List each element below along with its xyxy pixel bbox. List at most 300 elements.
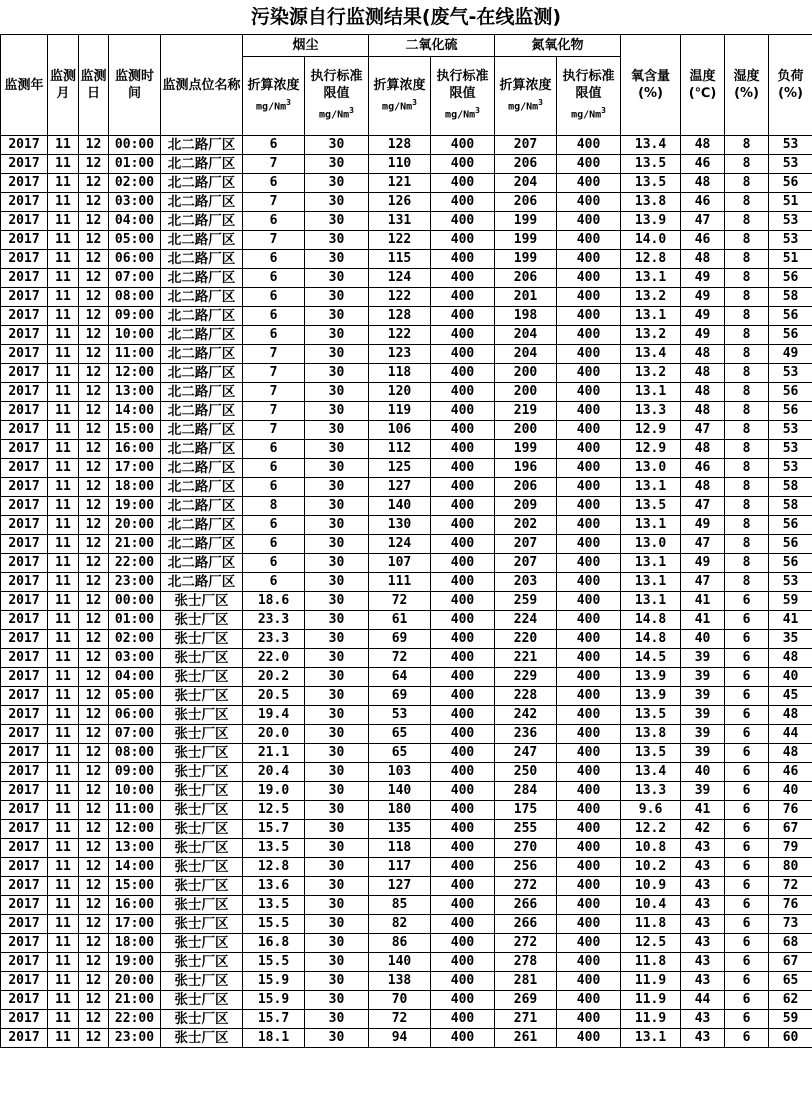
cell-hum: 6 bbox=[725, 611, 769, 630]
cell-smoke-lim: 30 bbox=[305, 554, 369, 573]
cell-temp: 49 bbox=[681, 288, 725, 307]
cell-temp: 46 bbox=[681, 193, 725, 212]
cell-site: 北二路厂区 bbox=[161, 231, 243, 250]
cell-hum: 8 bbox=[725, 307, 769, 326]
table-row bbox=[1, 250, 812, 269]
cell-month: 11 bbox=[48, 402, 79, 421]
cell-smoke-lim: 30 bbox=[305, 383, 369, 402]
cell-day: 12 bbox=[79, 269, 109, 288]
cell-year: 2017 bbox=[1, 782, 48, 801]
cell-so2-lim: 400 bbox=[431, 782, 495, 801]
cell-time: 12:00 bbox=[109, 364, 161, 383]
cell-hum: 8 bbox=[725, 383, 769, 402]
cell-so2-lim: 400 bbox=[431, 877, 495, 896]
cell-so2-lim: 400 bbox=[431, 440, 495, 459]
cell-nox-lim: 400 bbox=[557, 421, 621, 440]
cell-nox: 207 bbox=[495, 535, 557, 554]
cell-site: 张士厂区 bbox=[161, 668, 243, 687]
cell-o2: 13.8 bbox=[621, 725, 681, 744]
cell-o2: 11.9 bbox=[621, 1010, 681, 1029]
cell-month: 11 bbox=[48, 554, 79, 573]
cell-day: 12 bbox=[79, 459, 109, 478]
cell-temp: 48 bbox=[681, 345, 725, 364]
cell-so2: 127 bbox=[369, 478, 431, 497]
table-row bbox=[1, 782, 812, 801]
cell-smoke: 7 bbox=[243, 345, 305, 364]
cell-nox: 202 bbox=[495, 516, 557, 535]
cell-so2-lim: 400 bbox=[431, 801, 495, 820]
cell-so2: 72 bbox=[369, 1010, 431, 1029]
cell-day: 12 bbox=[79, 934, 109, 953]
cell-nox: 199 bbox=[495, 212, 557, 231]
cell-site: 北二路厂区 bbox=[161, 364, 243, 383]
cell-o2: 10.2 bbox=[621, 858, 681, 877]
table-row bbox=[1, 231, 812, 250]
cell-smoke: 7 bbox=[243, 231, 305, 250]
cell-smoke: 15.5 bbox=[243, 953, 305, 972]
cell-hum: 6 bbox=[725, 858, 769, 877]
cell-smoke: 23.3 bbox=[243, 630, 305, 649]
cell-smoke: 15.5 bbox=[243, 915, 305, 934]
cell-smoke: 15.7 bbox=[243, 1010, 305, 1029]
cell-o2: 13.8 bbox=[621, 193, 681, 212]
cell-so2-lim: 400 bbox=[431, 383, 495, 402]
cell-day: 12 bbox=[79, 497, 109, 516]
cell-month: 11 bbox=[48, 136, 79, 155]
cell-o2: 11.8 bbox=[621, 953, 681, 972]
cell-hum: 6 bbox=[725, 801, 769, 820]
cell-day: 12 bbox=[79, 383, 109, 402]
cell-time: 14:00 bbox=[109, 858, 161, 877]
cell-hum: 6 bbox=[725, 991, 769, 1010]
cell-o2: 13.4 bbox=[621, 763, 681, 782]
cell-smoke-lim: 30 bbox=[305, 421, 369, 440]
cell-o2: 12.2 bbox=[621, 820, 681, 839]
cell-nox: 199 bbox=[495, 250, 557, 269]
cell-day: 12 bbox=[79, 573, 109, 592]
cell-hum: 6 bbox=[725, 687, 769, 706]
cell-month: 11 bbox=[48, 972, 79, 991]
cell-year: 2017 bbox=[1, 136, 48, 155]
cell-smoke: 6 bbox=[243, 212, 305, 231]
header-nox-concentration bbox=[495, 57, 557, 136]
cell-load: 67 bbox=[769, 820, 812, 839]
cell-year: 2017 bbox=[1, 953, 48, 972]
header-humidity: 湿度(%) bbox=[725, 35, 769, 136]
cell-hum: 8 bbox=[725, 269, 769, 288]
cell-so2-lim: 400 bbox=[431, 516, 495, 535]
cell-so2: 61 bbox=[369, 611, 431, 630]
cell-load: 40 bbox=[769, 668, 812, 687]
cell-smoke-lim: 30 bbox=[305, 478, 369, 497]
cell-load: 51 bbox=[769, 250, 812, 269]
cell-site: 张士厂区 bbox=[161, 611, 243, 630]
cell-hum: 6 bbox=[725, 725, 769, 744]
cell-so2-lim: 400 bbox=[431, 174, 495, 193]
cell-so2-lim: 400 bbox=[431, 706, 495, 725]
cell-year: 2017 bbox=[1, 839, 48, 858]
cell-load: 48 bbox=[769, 649, 812, 668]
cell-time: 13:00 bbox=[109, 383, 161, 402]
cell-temp: 43 bbox=[681, 1010, 725, 1029]
cell-time: 12:00 bbox=[109, 820, 161, 839]
cell-time: 02:00 bbox=[109, 630, 161, 649]
cell-site: 张士厂区 bbox=[161, 839, 243, 858]
cell-year: 2017 bbox=[1, 497, 48, 516]
cell-site: 北二路厂区 bbox=[161, 326, 243, 345]
cell-time: 07:00 bbox=[109, 725, 161, 744]
cell-site: 张士厂区 bbox=[161, 1029, 243, 1048]
cell-o2: 13.2 bbox=[621, 288, 681, 307]
header-month: 监测月 bbox=[48, 35, 79, 136]
cell-nox-lim: 400 bbox=[557, 231, 621, 250]
cell-year: 2017 bbox=[1, 915, 48, 934]
cell-smoke-lim: 30 bbox=[305, 402, 369, 421]
cell-load: 53 bbox=[769, 440, 812, 459]
cell-month: 11 bbox=[48, 231, 79, 250]
cell-site: 张士厂区 bbox=[161, 687, 243, 706]
cell-so2-lim: 400 bbox=[431, 820, 495, 839]
cell-temp: 40 bbox=[681, 763, 725, 782]
cell-so2-lim: 400 bbox=[431, 345, 495, 364]
cell-smoke-lim: 30 bbox=[305, 592, 369, 611]
table-row bbox=[1, 345, 812, 364]
cell-nox: 204 bbox=[495, 326, 557, 345]
cell-load: 58 bbox=[769, 288, 812, 307]
cell-nox-lim: 400 bbox=[557, 744, 621, 763]
cell-time: 11:00 bbox=[109, 801, 161, 820]
table-row bbox=[1, 364, 812, 383]
cell-nox-lim: 400 bbox=[557, 592, 621, 611]
cell-site: 北二路厂区 bbox=[161, 535, 243, 554]
cell-o2: 14.5 bbox=[621, 649, 681, 668]
table-row bbox=[1, 896, 812, 915]
cell-time: 17:00 bbox=[109, 915, 161, 934]
cell-nox-lim: 400 bbox=[557, 307, 621, 326]
cell-site: 北二路厂区 bbox=[161, 269, 243, 288]
header-nox-limit bbox=[557, 57, 621, 136]
cell-hum: 8 bbox=[725, 402, 769, 421]
cell-so2-lim: 400 bbox=[431, 136, 495, 155]
cell-nox-lim: 400 bbox=[557, 535, 621, 554]
cell-hum: 6 bbox=[725, 896, 769, 915]
table-row bbox=[1, 801, 812, 820]
header-so2-concentration bbox=[369, 57, 431, 136]
cell-load: 56 bbox=[769, 554, 812, 573]
cell-smoke-lim: 30 bbox=[305, 839, 369, 858]
cell-load: 58 bbox=[769, 478, 812, 497]
cell-o2: 13.0 bbox=[621, 535, 681, 554]
cell-o2: 12.8 bbox=[621, 250, 681, 269]
table-row bbox=[1, 421, 812, 440]
cell-load: 56 bbox=[769, 307, 812, 326]
cell-month: 11 bbox=[48, 877, 79, 896]
cell-hum: 8 bbox=[725, 250, 769, 269]
cell-smoke-lim: 30 bbox=[305, 440, 369, 459]
cell-day: 12 bbox=[79, 592, 109, 611]
cell-site: 北二路厂区 bbox=[161, 250, 243, 269]
unit-text: mg/Nm bbox=[571, 109, 602, 121]
cell-temp: 47 bbox=[681, 212, 725, 231]
table-row bbox=[1, 972, 812, 991]
cell-year: 2017 bbox=[1, 554, 48, 573]
cell-nox-lim: 400 bbox=[557, 478, 621, 497]
cell-month: 11 bbox=[48, 326, 79, 345]
header-label: 执行标准限值 bbox=[436, 69, 489, 102]
cell-o2: 14.0 bbox=[621, 231, 681, 250]
cell-so2: 64 bbox=[369, 668, 431, 687]
cell-smoke-lim: 30 bbox=[305, 649, 369, 668]
cell-load: 56 bbox=[769, 174, 812, 193]
cell-site: 张士厂区 bbox=[161, 858, 243, 877]
cell-o2: 12.5 bbox=[621, 934, 681, 953]
cell-smoke-lim: 30 bbox=[305, 858, 369, 877]
cell-time: 19:00 bbox=[109, 953, 161, 972]
cell-load: 60 bbox=[769, 1029, 812, 1048]
cell-nox: 256 bbox=[495, 858, 557, 877]
cell-nox-lim: 400 bbox=[557, 839, 621, 858]
header-unit bbox=[431, 102, 494, 123]
cell-time: 19:00 bbox=[109, 497, 161, 516]
cell-so2-lim: 400 bbox=[431, 478, 495, 497]
cell-hum: 6 bbox=[725, 649, 769, 668]
table-row bbox=[1, 915, 812, 934]
cell-time: 13:00 bbox=[109, 839, 161, 858]
cell-nox-lim: 400 bbox=[557, 687, 621, 706]
cell-year: 2017 bbox=[1, 573, 48, 592]
cell-temp: 43 bbox=[681, 953, 725, 972]
cell-hum: 8 bbox=[725, 326, 769, 345]
cell-day: 12 bbox=[79, 706, 109, 725]
cell-site: 张士厂区 bbox=[161, 706, 243, 725]
cell-time: 16:00 bbox=[109, 440, 161, 459]
cell-day: 12 bbox=[79, 136, 109, 155]
cell-nox-lim: 400 bbox=[557, 383, 621, 402]
cell-year: 2017 bbox=[1, 307, 48, 326]
cell-smoke: 20.2 bbox=[243, 668, 305, 687]
cell-hum: 8 bbox=[725, 554, 769, 573]
cell-so2-lim: 400 bbox=[431, 839, 495, 858]
cell-nox-lim: 400 bbox=[557, 820, 621, 839]
cell-day: 12 bbox=[79, 953, 109, 972]
cell-smoke: 12.8 bbox=[243, 858, 305, 877]
cell-time: 09:00 bbox=[109, 763, 161, 782]
cell-nox: 196 bbox=[495, 459, 557, 478]
cell-day: 12 bbox=[79, 478, 109, 497]
cell-temp: 47 bbox=[681, 421, 725, 440]
cell-so2: 94 bbox=[369, 1029, 431, 1048]
cell-load: 46 bbox=[769, 763, 812, 782]
cell-hum: 6 bbox=[725, 782, 769, 801]
cell-so2: 117 bbox=[369, 858, 431, 877]
cell-nox: 206 bbox=[495, 155, 557, 174]
cell-smoke: 6 bbox=[243, 288, 305, 307]
cell-so2: 106 bbox=[369, 421, 431, 440]
cell-o2: 13.1 bbox=[621, 554, 681, 573]
cell-so2-lim: 400 bbox=[431, 307, 495, 326]
cell-load: 56 bbox=[769, 516, 812, 535]
cell-temp: 39 bbox=[681, 782, 725, 801]
cell-so2-lim: 400 bbox=[431, 630, 495, 649]
table-row bbox=[1, 630, 812, 649]
cell-smoke: 6 bbox=[243, 307, 305, 326]
cell-day: 12 bbox=[79, 440, 109, 459]
cell-day: 12 bbox=[79, 877, 109, 896]
cell-nox-lim: 400 bbox=[557, 288, 621, 307]
cell-so2-lim: 400 bbox=[431, 402, 495, 421]
cell-smoke: 6 bbox=[243, 554, 305, 573]
cell-time: 15:00 bbox=[109, 877, 161, 896]
cell-o2: 13.3 bbox=[621, 402, 681, 421]
cell-temp: 49 bbox=[681, 516, 725, 535]
cell-load: 58 bbox=[769, 497, 812, 516]
cell-year: 2017 bbox=[1, 440, 48, 459]
cell-site: 张士厂区 bbox=[161, 744, 243, 763]
cell-o2: 13.3 bbox=[621, 782, 681, 801]
header-label: 执行标准限值 bbox=[562, 69, 615, 102]
cell-day: 12 bbox=[79, 250, 109, 269]
cell-temp: 43 bbox=[681, 934, 725, 953]
cell-day: 12 bbox=[79, 820, 109, 839]
cell-smoke-lim: 30 bbox=[305, 877, 369, 896]
cell-smoke: 7 bbox=[243, 402, 305, 421]
cell-smoke-lim: 30 bbox=[305, 763, 369, 782]
cell-month: 11 bbox=[48, 934, 79, 953]
cell-site: 张士厂区 bbox=[161, 801, 243, 820]
cell-month: 11 bbox=[48, 364, 79, 383]
cell-year: 2017 bbox=[1, 459, 48, 478]
cell-o2: 13.4 bbox=[621, 345, 681, 364]
cell-year: 2017 bbox=[1, 668, 48, 687]
cell-nox-lim: 400 bbox=[557, 953, 621, 972]
cell-time: 09:00 bbox=[109, 307, 161, 326]
cell-load: 44 bbox=[769, 725, 812, 744]
cell-day: 12 bbox=[79, 421, 109, 440]
cell-so2: 65 bbox=[369, 725, 431, 744]
cell-year: 2017 bbox=[1, 896, 48, 915]
cell-smoke-lim: 30 bbox=[305, 782, 369, 801]
cell-so2: 65 bbox=[369, 744, 431, 763]
cell-site: 张士厂区 bbox=[161, 877, 243, 896]
cell-day: 12 bbox=[79, 744, 109, 763]
cell-day: 12 bbox=[79, 307, 109, 326]
cell-nox-lim: 400 bbox=[557, 706, 621, 725]
cell-day: 12 bbox=[79, 668, 109, 687]
cell-nox-lim: 400 bbox=[557, 516, 621, 535]
cell-so2: 126 bbox=[369, 193, 431, 212]
cell-month: 11 bbox=[48, 440, 79, 459]
cell-hum: 6 bbox=[725, 915, 769, 934]
cell-time: 03:00 bbox=[109, 193, 161, 212]
cell-smoke: 19.0 bbox=[243, 782, 305, 801]
cell-o2: 12.9 bbox=[621, 440, 681, 459]
cell-year: 2017 bbox=[1, 402, 48, 421]
table-row bbox=[1, 953, 812, 972]
cell-o2: 13.5 bbox=[621, 174, 681, 193]
cell-nox-lim: 400 bbox=[557, 364, 621, 383]
cell-temp: 48 bbox=[681, 174, 725, 193]
cell-so2: 122 bbox=[369, 288, 431, 307]
cell-o2: 13.1 bbox=[621, 516, 681, 535]
cell-nox: 266 bbox=[495, 915, 557, 934]
header-group-smoke: 烟尘 bbox=[243, 35, 369, 57]
cell-nox: 209 bbox=[495, 497, 557, 516]
cell-year: 2017 bbox=[1, 269, 48, 288]
cell-so2-lim: 400 bbox=[431, 193, 495, 212]
cell-month: 11 bbox=[48, 858, 79, 877]
cell-year: 2017 bbox=[1, 155, 48, 174]
header-day: 监测日 bbox=[79, 35, 109, 136]
unit-text: mg/Nm bbox=[508, 101, 539, 113]
cell-hum: 8 bbox=[725, 212, 769, 231]
header-unit bbox=[305, 102, 368, 123]
cell-smoke-lim: 30 bbox=[305, 250, 369, 269]
cell-so2: 119 bbox=[369, 402, 431, 421]
cell-site: 张士厂区 bbox=[161, 782, 243, 801]
cell-nox: 242 bbox=[495, 706, 557, 725]
cell-hum: 8 bbox=[725, 573, 769, 592]
cell-temp: 42 bbox=[681, 820, 725, 839]
cell-time: 23:00 bbox=[109, 573, 161, 592]
cell-site: 张士厂区 bbox=[161, 725, 243, 744]
cell-time: 07:00 bbox=[109, 269, 161, 288]
cell-day: 12 bbox=[79, 839, 109, 858]
unit-superscript: 3 bbox=[601, 106, 606, 116]
cell-day: 12 bbox=[79, 212, 109, 231]
cell-month: 11 bbox=[48, 592, 79, 611]
cell-time: 00:00 bbox=[109, 592, 161, 611]
table-row bbox=[1, 744, 812, 763]
cell-temp: 46 bbox=[681, 155, 725, 174]
cell-so2: 180 bbox=[369, 801, 431, 820]
cell-nox: 269 bbox=[495, 991, 557, 1010]
report-title: 污染源自行监测结果(废气-在线监测) bbox=[0, 0, 812, 35]
cell-smoke: 7 bbox=[243, 421, 305, 440]
cell-o2: 13.1 bbox=[621, 269, 681, 288]
cell-nox-lim: 400 bbox=[557, 269, 621, 288]
cell-nox-lim: 400 bbox=[557, 193, 621, 212]
cell-year: 2017 bbox=[1, 611, 48, 630]
cell-so2: 124 bbox=[369, 269, 431, 288]
cell-temp: 48 bbox=[681, 383, 725, 402]
cell-day: 12 bbox=[79, 554, 109, 573]
cell-smoke-lim: 30 bbox=[305, 668, 369, 687]
cell-month: 11 bbox=[48, 649, 79, 668]
cell-so2: 118 bbox=[369, 839, 431, 858]
cell-site: 北二路厂区 bbox=[161, 478, 243, 497]
cell-day: 12 bbox=[79, 231, 109, 250]
cell-day: 12 bbox=[79, 326, 109, 345]
cell-hum: 6 bbox=[725, 630, 769, 649]
cell-site: 张士厂区 bbox=[161, 915, 243, 934]
cell-nox: 200 bbox=[495, 421, 557, 440]
cell-load: 72 bbox=[769, 877, 812, 896]
cell-month: 11 bbox=[48, 668, 79, 687]
cell-year: 2017 bbox=[1, 1029, 48, 1048]
cell-site: 张士厂区 bbox=[161, 1010, 243, 1029]
table-row bbox=[1, 174, 812, 193]
cell-smoke: 6 bbox=[243, 516, 305, 535]
cell-smoke: 6 bbox=[243, 535, 305, 554]
table-row bbox=[1, 193, 812, 212]
header-label: 折算浓度 bbox=[247, 77, 300, 93]
cell-time: 03:00 bbox=[109, 649, 161, 668]
cell-smoke-lim: 30 bbox=[305, 193, 369, 212]
cell-o2: 13.1 bbox=[621, 383, 681, 402]
cell-smoke-lim: 30 bbox=[305, 915, 369, 934]
cell-so2-lim: 400 bbox=[431, 554, 495, 573]
cell-site: 张士厂区 bbox=[161, 592, 243, 611]
